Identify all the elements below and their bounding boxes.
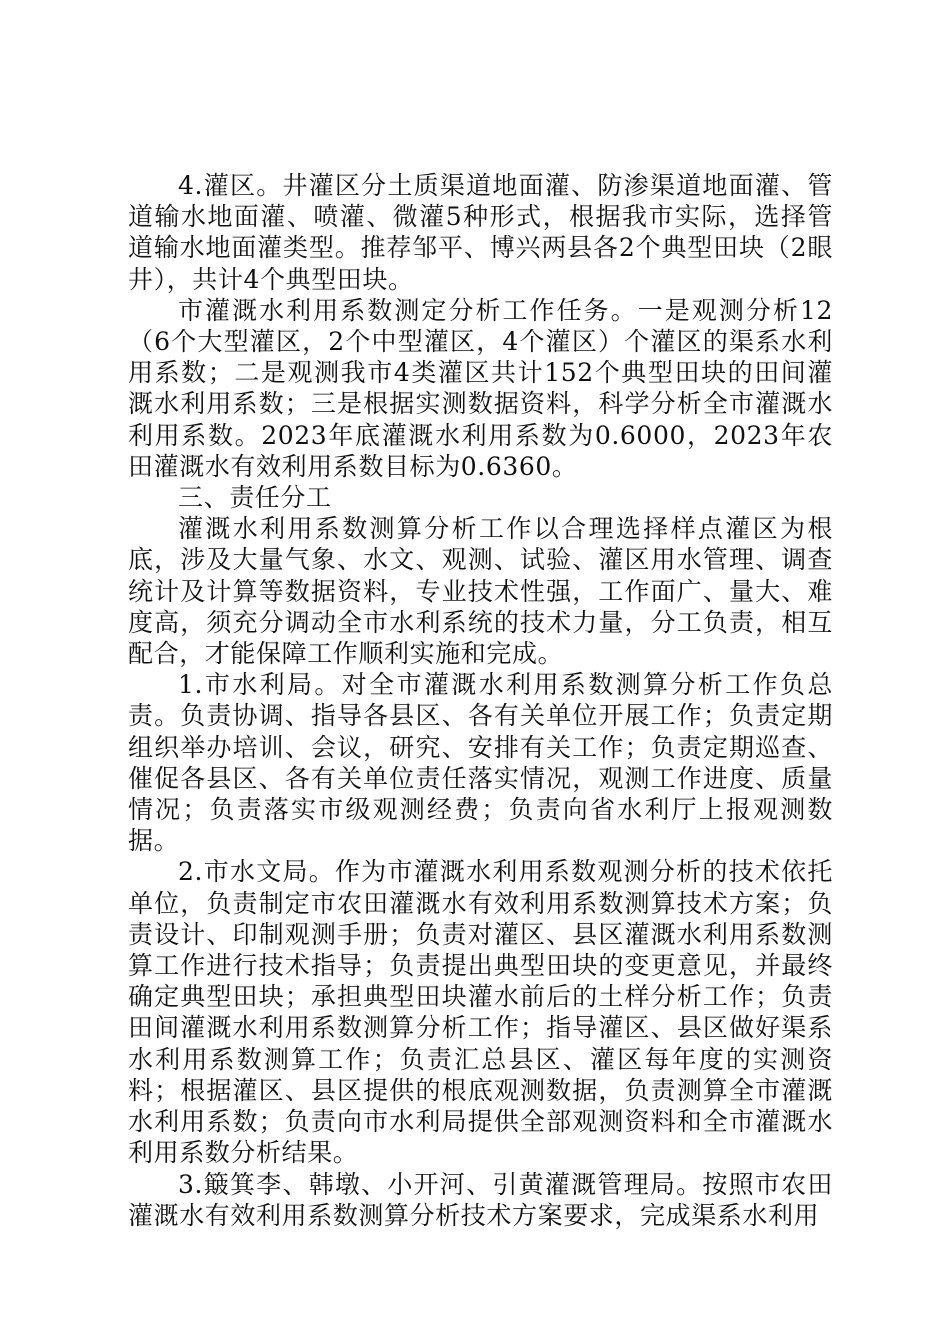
paragraph-water-resources-bureau: 1.市水利局。对全市灌溉水利用系数测算分析工作负总责。负责协调、指导各县区、各有关单位开展工作；负责定期组织举办培训、会议，研究、安排有关工作；负责定期巡查、催促各县区、各有关单位责任落实情况，观测工作进度、质量情况；负责落实市级观测经费；负责向省水利厅上报观测数据。 xyxy=(128,670,833,856)
paragraph-irrigation-management-bureaus: 3.簸箕李、韩墩、小开河、引黄灌溉管理局。按照市农田灌溉水有效利用系数测算分析技术方案要求，完成渠系水利用 xyxy=(128,1169,833,1230)
paragraph-irrigation-district-4: 4.灌区。井灌区分土质渠道地面灌、防渗渠道地面灌、管道输水地面灌、喷灌、微灌5种形式，根据我市实际，选择管道输水地面灌类型。推荐邹平、博兴两县各2个典型田块（2眼井），共计4个典型田块。 xyxy=(128,171,833,294)
paragraph-task-description: 市灌溉水利用系数测定分析工作任务。一是观测分析12（6个大型灌区，2个中型灌区，4个灌区）个灌区的渠系水利用系数；二是观测我市4类灌区共计152个典型田块的田间灌溉水利用系数；三是根据实测数据资料，科学分析全市灌溉水利用系数。2023年底灌溉水利用系数为0.6000，2023年农田灌溉水有效利用系数目标为0.6360。 xyxy=(128,295,833,481)
section-heading-responsibilities: 三、责任分工 xyxy=(178,483,332,513)
paragraph-hydrology-bureau: 2.市水文局。作为市灌溉水利用系数观测分析的技术依托单位，负责制定市农田灌溉水有效利用系数测算技术方案；负责设计、印制观测手册；负责对灌区、县区灌溉水利用系数测算工作进行技术指导；负责提出典型田块的变更意见，并最终确定典型田块；承担典型田块灌水前后的土样分析工作；负责田间灌溉水利用系数测算分析工作；指导灌区、县区做好渠系水利用系数测算工作；负责汇总县区、灌区每年度的实测资料；根据灌区、县区提供的根底观测数据，负责测算全市灌溉水利用系数；负责向市水利局提供全部观测资料和全市灌溉水利用系数分析结果。 xyxy=(128,857,833,1168)
paragraph-responsibility-overview: 灌溉水利用系数测算分析工作以合理选择样点灌区为根底，涉及大量气象、水文、观测、试验、灌区用水管理、调查统计及计算等数据资料，专业技术性强，工作面广、量大、难度高，须充分调动全市水利系统的技术力量，分工负责，相互配合，才能保障工作顺利实施和完成。 xyxy=(128,514,833,669)
document-body xyxy=(128,170,833,1231)
